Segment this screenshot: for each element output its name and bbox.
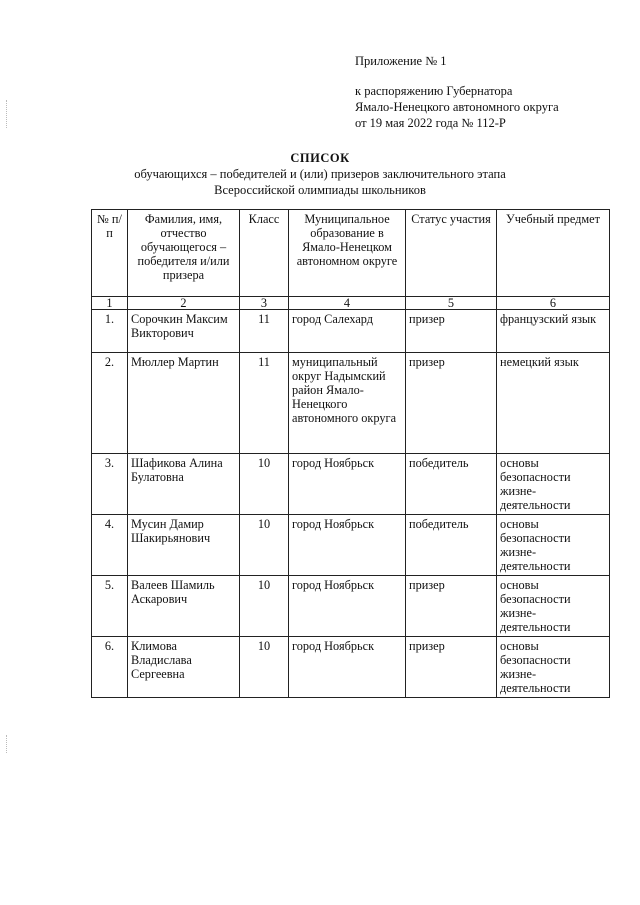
row-name: Мусин Дамир Шакирьянович [128,515,240,576]
column-number: 1 [92,297,128,310]
table-row [92,576,610,637]
appendix-order-line: к распоряжению Губернатора [355,84,513,98]
column-number: 4 [289,297,406,310]
row-subject: основы безопасности жизне-деятельности [497,515,610,576]
title-subtitle-1: обучающихся – победителей и (или) призеров заключительного этапа [134,167,506,181]
row-name: Валеев Шамиль Аскарович [128,576,240,637]
row-grade: 10 [240,637,289,698]
row-num: 5. [92,576,128,637]
row-municipality: город Ноябрьск [289,454,406,515]
row-municipality: город Ноябрьск [289,576,406,637]
appendix-region-line: Ямало-Ненецкого автономного округа [355,100,559,114]
header-grade: Класс [240,210,289,297]
appendix-date-line: от 19 мая 2022 года № 112-Р [355,116,506,130]
column-number: 2 [128,297,240,310]
row-name: Сорочкин Максим Викторович [128,310,240,353]
row-subject: немецкий язык [497,353,610,454]
row-grade: 11 [240,310,289,353]
row-grade: 10 [240,454,289,515]
row-grade: 10 [240,576,289,637]
row-municipality: город Салехард [289,310,406,353]
column-number: 5 [406,297,497,310]
appendix-number: Приложение № 1 [355,54,447,68]
appendix-block [355,53,559,131]
winners-table [91,209,610,698]
row-municipality: муниципальный округ Надымский район Ямало-Ненецкого автономного округа [289,353,406,454]
title-subtitle-2: Всероссийской олимпиады школьников [214,183,426,197]
table-row [92,637,610,698]
row-num: 3. [92,454,128,515]
table-header-row [92,210,610,297]
column-number: 6 [497,297,610,310]
title-heading: СПИСОК [290,151,350,165]
scan-margin-mark [6,100,8,128]
header-status: Статус участия [406,210,497,297]
row-grade: 10 [240,515,289,576]
row-status: призер [406,353,497,454]
row-subject: французский язык [497,310,610,353]
table-row [92,515,610,576]
column-number-row [92,297,610,310]
header-name: Фамилия, имя, отчество обучающегося – победителя и/или призера [128,210,240,297]
row-name: Шафикова Алина Булатовна [128,454,240,515]
row-status: призер [406,637,497,698]
row-status: призер [406,576,497,637]
table-row [92,454,610,515]
header-municipality: Муниципальное образование в Ямало-Ненецком автономном округе [289,210,406,297]
table-row [92,353,610,454]
column-number: 3 [240,297,289,310]
document-title [0,150,640,198]
scan-margin-mark [6,735,8,753]
row-num: 4. [92,515,128,576]
header-num: № п/п [92,210,128,297]
row-municipality: город Ноябрьск [289,637,406,698]
row-name: Климова Владислава Сергеевна [128,637,240,698]
header-subject: Учебный предмет [497,210,610,297]
row-subject: основы безопасности жизне-деятельности [497,454,610,515]
row-subject: основы безопасности жизне-деятельности [497,576,610,637]
row-subject: основы безопасности жизне-деятельности [497,637,610,698]
row-municipality: город Ноябрьск [289,515,406,576]
row-status: призер [406,310,497,353]
row-grade: 11 [240,353,289,454]
row-num: 6. [92,637,128,698]
row-status: победитель [406,515,497,576]
row-name: Мюллер Мартин [128,353,240,454]
row-num: 1. [92,310,128,353]
row-status: победитель [406,454,497,515]
row-num: 2. [92,353,128,454]
table-row [92,310,610,353]
